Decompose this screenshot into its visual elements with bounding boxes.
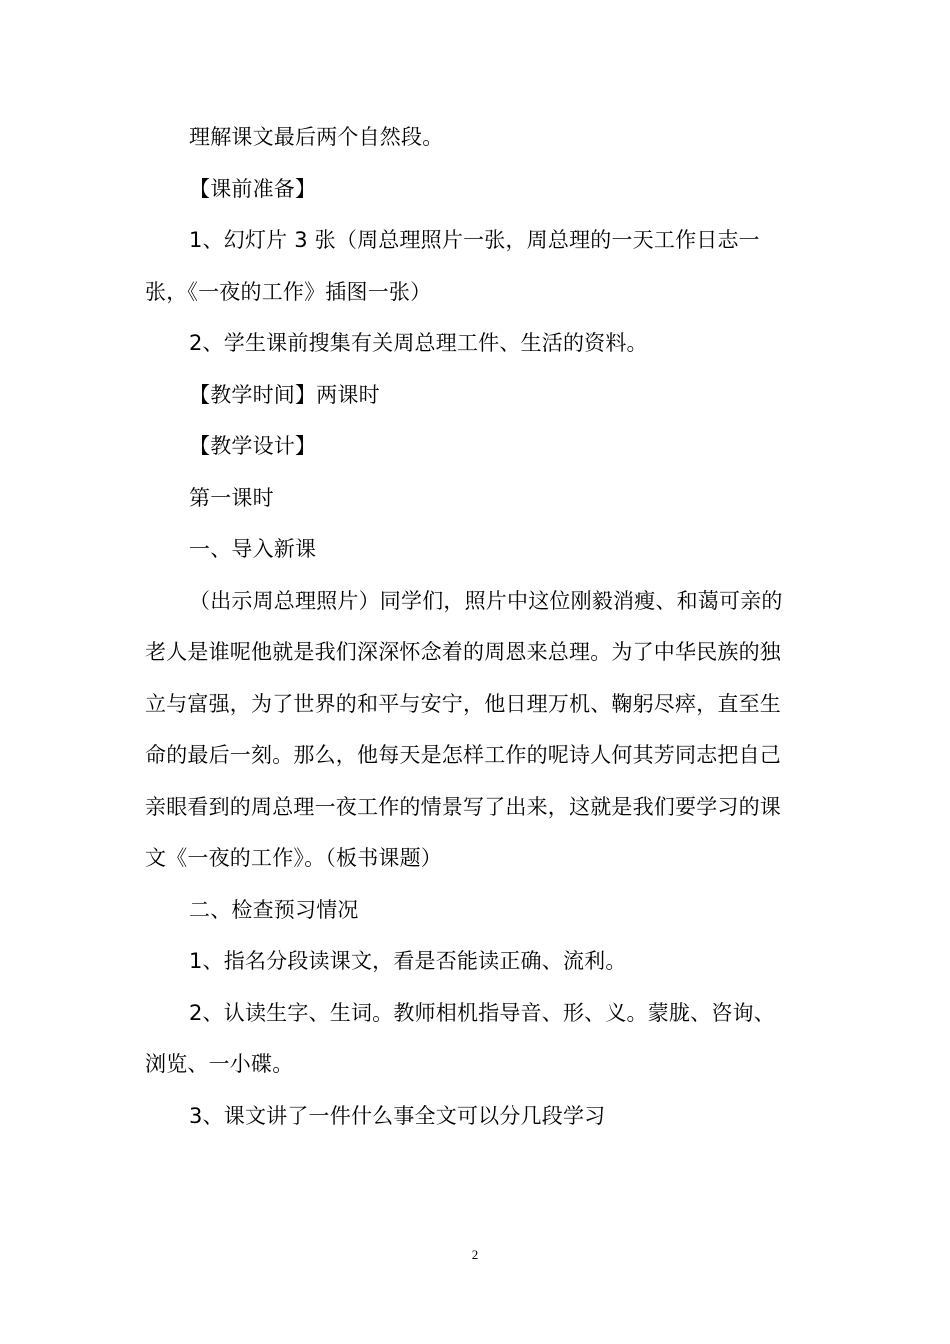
body-text [145, 112, 795, 1142]
paragraph-10-section-check: 二、检查预习情况 [189, 897, 359, 922]
page-number: 2 [471, 1247, 479, 1262]
paragraph-1: 理解课文最后两个自然段。 [189, 125, 444, 149]
paragraph-8-section-intro: 一、导入新课 [189, 537, 317, 561]
paragraph-2-heading-preparation: 【课前准备】 [189, 176, 317, 201]
paragraph-12: 2、认读生字、生词。教师相机指导音、形、义。蒙胧、咨询、浏览、一小碟。 [145, 1000, 775, 1076]
paragraph-7-lesson-title: 第一课时 [189, 485, 274, 510]
paragraph-9: （出示周总理照片）同学们，照片中这位刚毅消瘦、和蔼可亲的老人是谁呢他就是我们深深怀念着的周恩来总理。为了中华民族的独立与富强，为了世界的和平与安宁，他日理万机、鞠躬尽瘁，直至生命的最后一刻。那么，他每天是怎样工作的呢诗人何其芳同志把自己亲眼看到的周总理一夜工作的情景写了出来，这就是我们要学习的课文《一夜的工作》。（板书课题） [145, 588, 783, 870]
paragraph-4: 2、学生课前搜集有关周总理工件、生活的资料。 [189, 331, 648, 355]
paragraph-3: 1、幻灯片 3 张（周总理照片一张，周总理的一天工作日志一张，《一夜的工作》插图一张） [145, 228, 760, 304]
paragraph-6-heading-design: 【教学设计】 [189, 434, 317, 458]
paragraph-11: 1、指名分段读课文，看是否能读正确、流利。 [189, 949, 627, 973]
paragraph-13: 3、课文讲了一件什么事全文可以分几段学习 [189, 1103, 606, 1128]
paragraph-5-heading-time: 【教学时间】两课时 [189, 382, 380, 407]
